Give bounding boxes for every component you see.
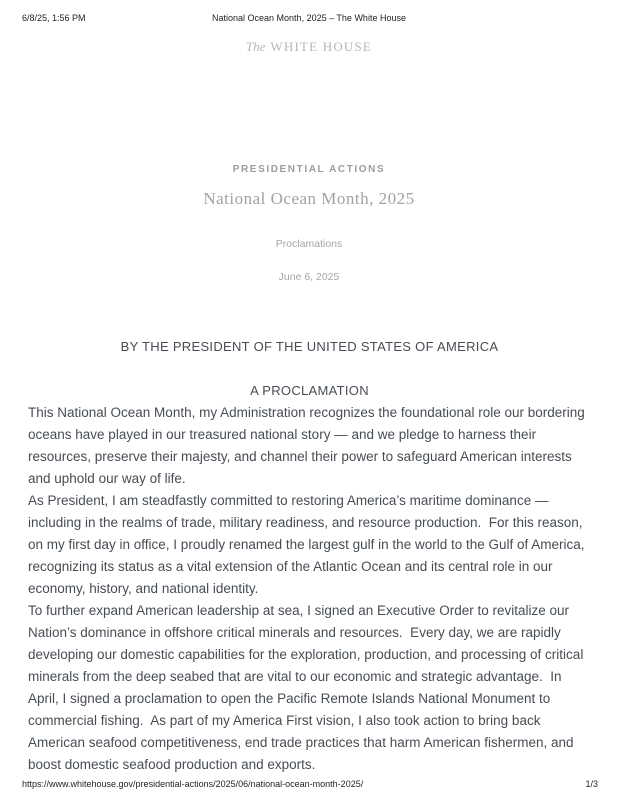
category-link: Proclamations: [275, 238, 343, 250]
page-title: National Ocean Month, 2025: [203, 189, 415, 208]
section-label: PRESIDENTIAL ACTIONS: [232, 164, 386, 175]
print-document-title: National Ocean Month, 2025 – The White House: [212, 13, 406, 23]
heading-by-the-president: BY THE PRESIDENT OF THE UNITED STATES OF AMERICA: [120, 339, 499, 354]
logo-wordmark: WHITE HOUSE: [270, 39, 373, 54]
proclamation-body: [28, 336, 591, 776]
article-header: [0, 164, 618, 283]
body-paragraph: This National Ocean Month, my Administration recognizes the foundational role our bordering oceans have played in our treasured national story — and we pledge to harness their resources, preserve their majesty, and channel their power to safeguard American interests and uphold our way of life.: [28, 405, 589, 486]
publish-date: June 6, 2025: [278, 271, 340, 283]
logo-the-text: The: [245, 39, 266, 54]
body-paragraph: As President, I am steadfastly committed to restoring America’s maritime dominance — including in the realms of trade, military readiness, and resource production. For this reason, on my first day in office, I proudly renamed the largest gulf in the world to the Gulf of America, recognizing its status as a vital extension of the Atlantic Ocean and its central role in our economy, history, and national identity.: [28, 493, 589, 596]
print-page-number: 1/3: [585, 779, 598, 789]
body-paragraph: To further expand American leadership at sea, I signed an Executive Order to revitalize our Nation’s dominance in offshore critical minerals and resources. Every day, we are rapidly developing our domestic capabilities for the exploration, production, and processing of critical minerals from the deep seabed that are vital to our economic and strategic advantage. In April, I signed a proclamation to open the Pacific Remote Islands National Monument to commercial fishing. As part of my America First vision, I also took action to bring back American seafood competitiveness, end trade practices that harm American fishermen, and boost domestic seafood production and exports.: [28, 603, 588, 772]
print-url: https://www.whitehouse.gov/presidential-actions/2025/06/national-ocean-month-2025/: [22, 779, 364, 789]
print-footer: [22, 779, 598, 789]
print-header: [0, 13, 618, 25]
print-timestamp: 6/8/25, 1:56 PM: [22, 13, 86, 23]
white-house-logo: [0, 39, 618, 55]
heading-a-proclamation: A PROCLAMATION: [250, 383, 369, 398]
